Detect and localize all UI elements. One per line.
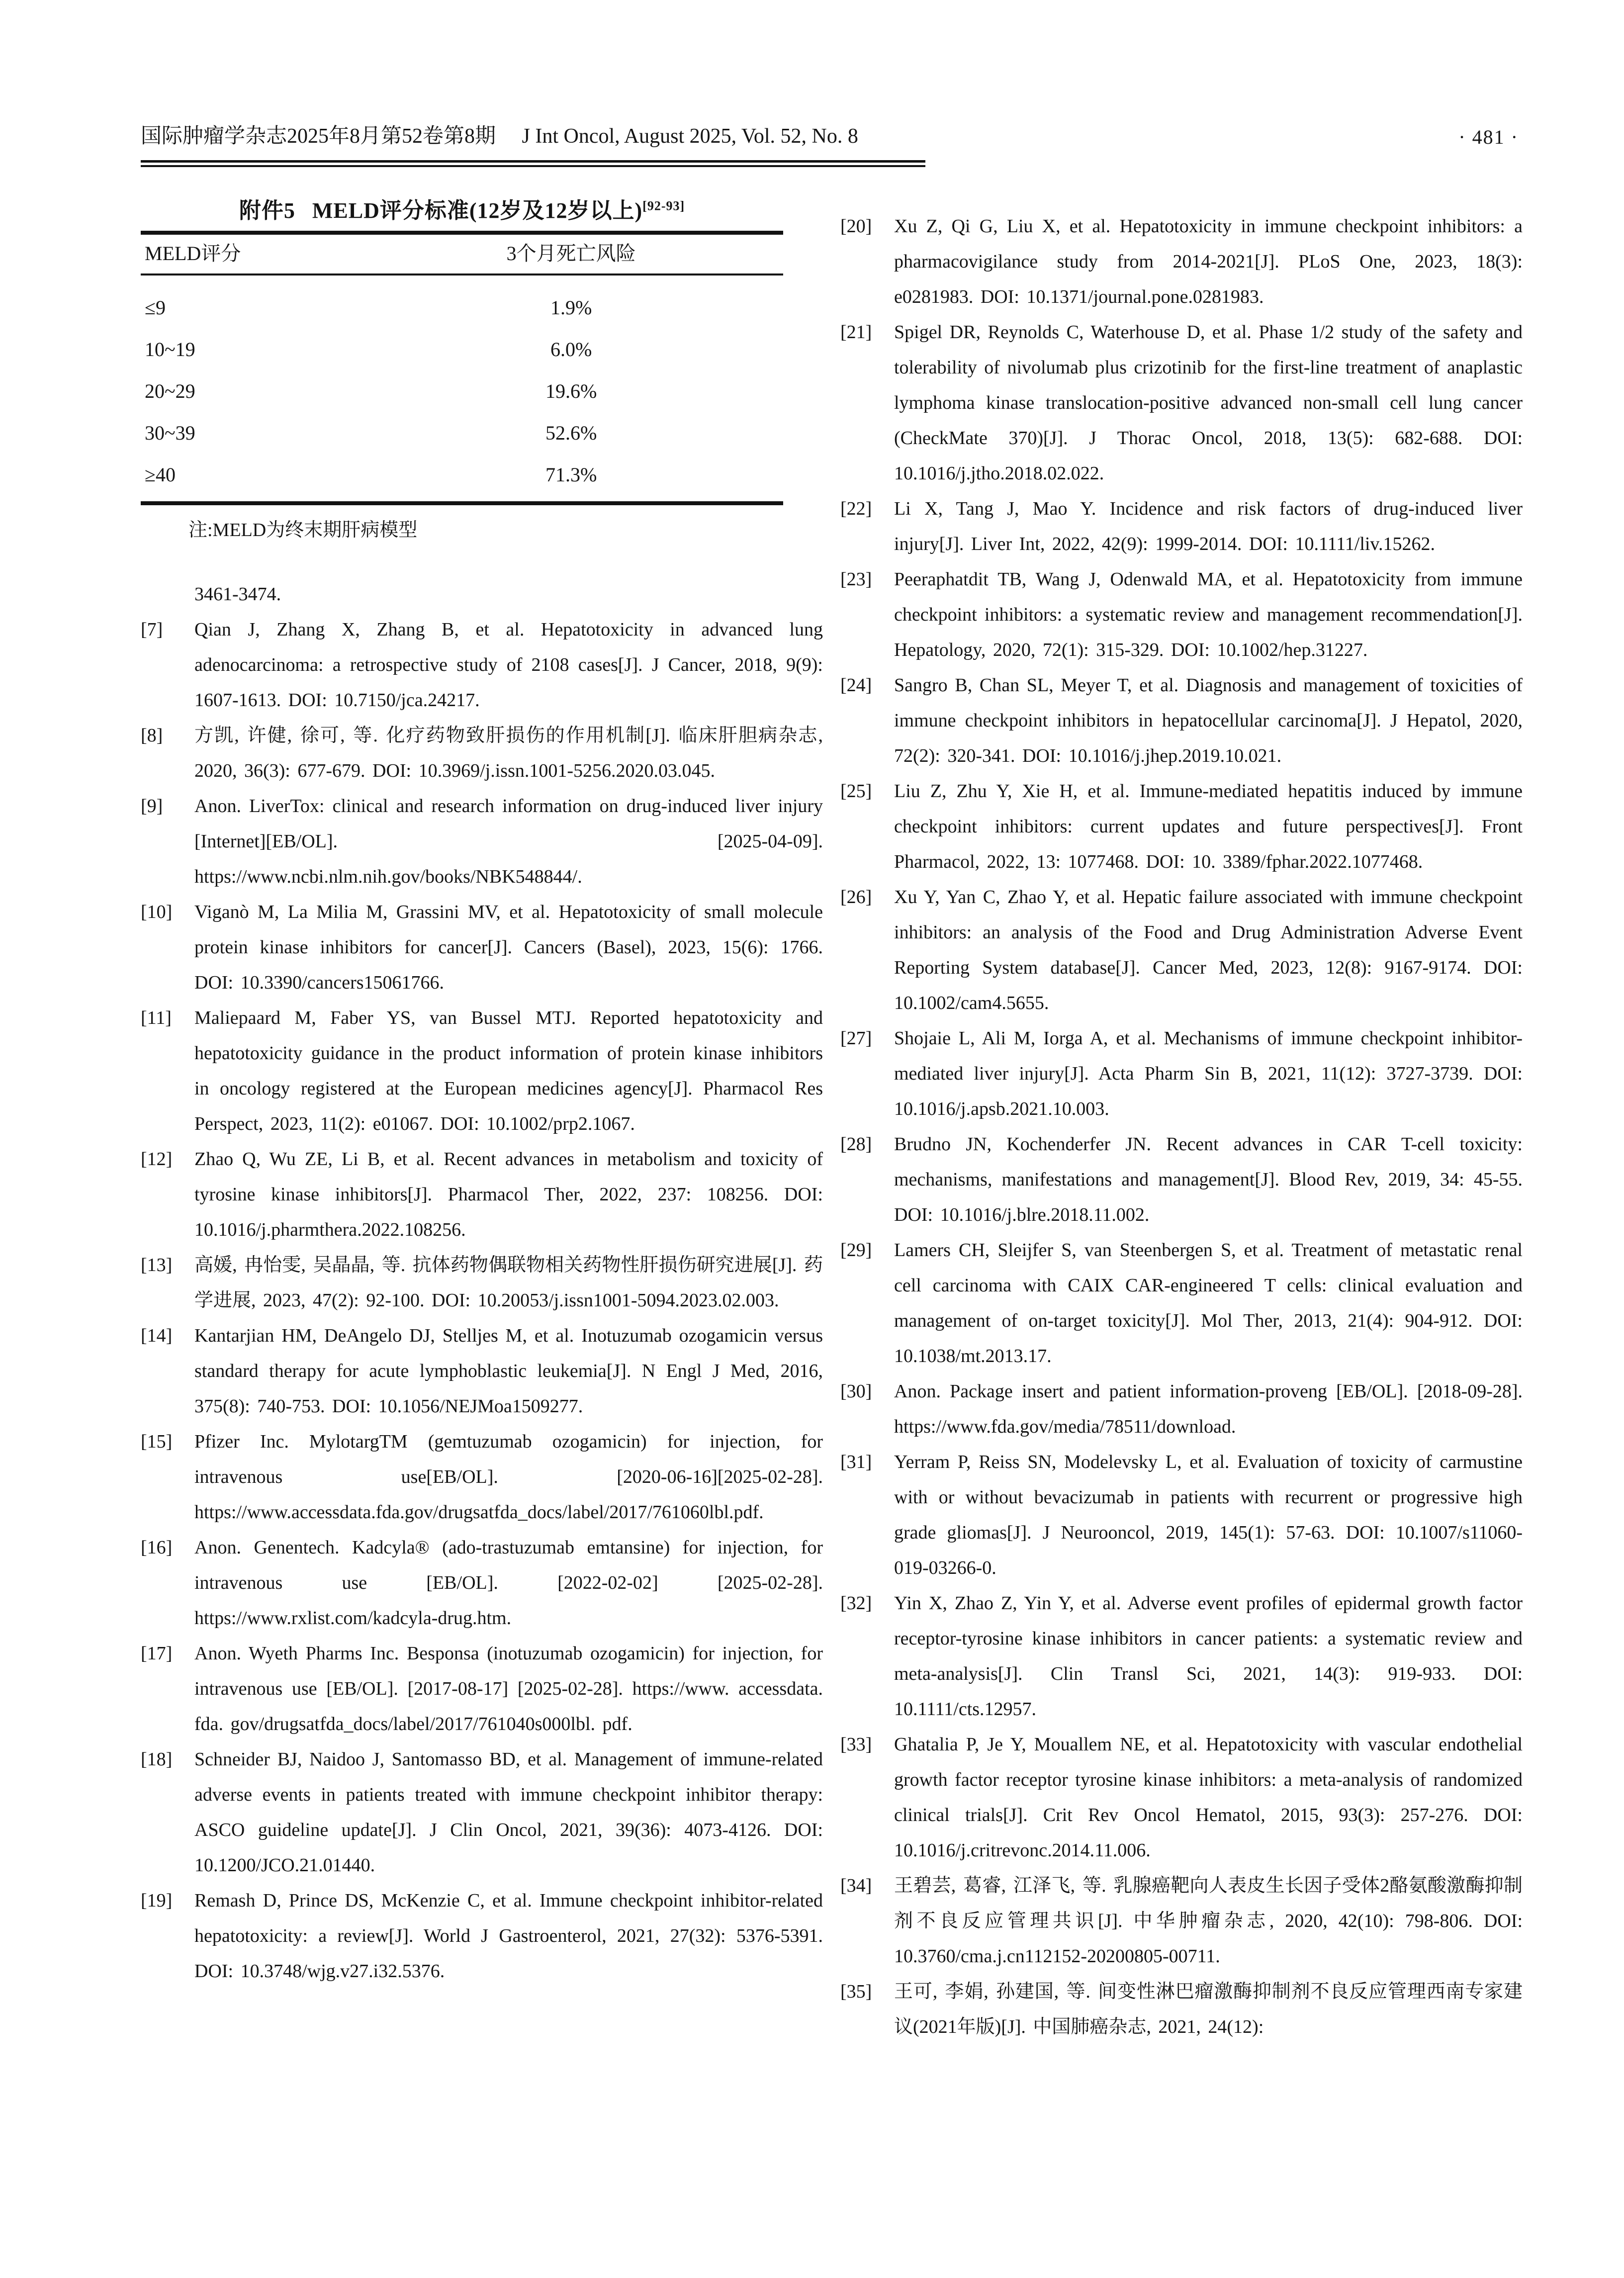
mortality-risk-cell: 6.0% bbox=[550, 338, 592, 361]
reference-number: [22] bbox=[840, 498, 872, 519]
reference-item bbox=[141, 1424, 823, 1530]
table-row bbox=[141, 370, 783, 412]
reference-item bbox=[141, 577, 823, 612]
meld-score-cell: 30~39 bbox=[145, 421, 195, 444]
reference-number: [14] bbox=[141, 1325, 173, 1346]
reference-number: [23] bbox=[840, 569, 872, 590]
reference-item bbox=[141, 1530, 823, 1636]
reference-text: Spigel DR, Reynolds C, Waterhouse D, et al. Phase 1/2 study of the safety and tolerability of nivolumab plus crizotinib for the first-line treatment of anaplastic lymphoma kinase translocation-positive advanced non-small cell lung cancer (CheckMate 370)[J]. J Thorac Oncol, 2018, 13(5): 682-688. DOI: 10.1016/j.jtho.2018.02.022. bbox=[894, 322, 1523, 484]
reference-item bbox=[141, 789, 823, 895]
reference-text: 高媛, 冉怡雯, 吴晶晶, 等. 抗体药物偶联物相关药物性肝损伤研究进展[J]. 药学进展, 2023, 47(2): 92-100. DOI: 10.20053/j.issn1001-5094.2023.02.003. bbox=[194, 1255, 823, 1311]
reference-item bbox=[840, 491, 1523, 562]
column-header-mortality-risk: 3个月死亡风险 bbox=[506, 242, 636, 265]
reference-number: [17] bbox=[141, 1643, 173, 1664]
reference-list-right bbox=[840, 209, 1523, 2045]
table-row bbox=[141, 454, 783, 495]
header-double-rule bbox=[141, 160, 925, 167]
reference-text: Zhao Q, Wu ZE, Li B, et al. Recent advances in metabolism and toxicity of tyrosine kinase inhibitors[J]. Pharmacol Ther, 2022, 237: 108256. DOI: 10.1016/j.pharmthera.2022.108256. bbox=[194, 1149, 823, 1240]
reference-number: [29] bbox=[840, 1240, 872, 1261]
column-header-meld-score: MELD评分 bbox=[145, 242, 241, 265]
meld-table bbox=[141, 231, 783, 505]
reference-text: Li X, Tang J, Mao Y. Incidence and risk factors of drug-induced liver injury[J]. Liver Int, 2022, 42(9): 1999-2014. DOI: 10.1111/liv.15262. bbox=[894, 498, 1523, 554]
reference-item bbox=[141, 1248, 823, 1318]
table-label: 附件5 bbox=[239, 198, 295, 223]
table-body bbox=[141, 275, 783, 501]
reference-number: [18] bbox=[141, 1749, 173, 1770]
reference-text: Peeraphatdit TB, Wang J, Odenwald MA, et al. Hepatotoxicity from immune checkpoint inhibitors: a systematic review and management recommendation[J]. Hepatology, 2020, 72(1): 315-329. DOI: 10.1002/hep.31227. bbox=[894, 569, 1523, 660]
reference-number: [20] bbox=[840, 216, 872, 237]
reference-number: [12] bbox=[141, 1149, 173, 1170]
reference-number: [25] bbox=[840, 781, 872, 802]
reference-text: 王可, 李娟, 孙建国, 等. 间变性淋巴瘤激酶抑制剂不良反应管理西南专家建议(2021年版)[J]. 中国肺癌杂志, 2021, 24(12): bbox=[894, 1981, 1523, 2037]
reference-item bbox=[840, 1233, 1523, 1374]
left-column bbox=[141, 199, 823, 1989]
reference-number: [30] bbox=[840, 1381, 872, 1402]
reference-item bbox=[141, 718, 823, 789]
reference-number: [28] bbox=[840, 1134, 872, 1155]
reference-item bbox=[840, 774, 1523, 880]
reference-item bbox=[141, 1883, 823, 1989]
reference-text: Xu Y, Yan C, Zhao Y, et al. Hepatic failure associated with immune checkpoint inhibitors: an analysis of the Food and Drug Administration Adverse Event Reporting System database[J]. Cancer Med, 2023, 12(8): 9167-9174. DOI: 10.1002/cam4.5655. bbox=[894, 887, 1523, 1013]
reference-item bbox=[840, 1374, 1523, 1445]
table-row bbox=[141, 412, 783, 454]
table-row bbox=[141, 286, 783, 328]
meld-score-cell: ≥40 bbox=[145, 463, 176, 486]
reference-item bbox=[141, 1142, 823, 1248]
reference-item bbox=[840, 1974, 1523, 2045]
reference-number: [27] bbox=[840, 1028, 872, 1049]
mortality-risk-cell: 1.9% bbox=[550, 296, 592, 319]
reference-text: Remash D, Prince DS, McKenzie C, et al. Immune checkpoint inhibitor-related hepatotoxicity: a review[J]. World J Gastroenterol, 2021, 27(32): 5376-5391. DOI: 10.3748/wjg.v27.i32.5376. bbox=[194, 1890, 823, 1982]
reference-number: [35] bbox=[840, 1981, 872, 2002]
reference-text: Ghatalia P, Je Y, Mouallem NE, et al. Hepatotoxicity with vascular endothelial growth factor receptor tyrosine kinase inhibitors: a meta-analysis of randomized clinical trials[J]. Crit Rev Oncol Hematol, 2015, 93(3): 257-276. DOI: 10.1016/j.critrevonc.2014.11.006. bbox=[894, 1734, 1523, 1861]
reference-item bbox=[840, 562, 1523, 668]
reference-text: Lamers CH, Sleijfer S, van Steenbergen S, et al. Treatment of metastatic renal cell carcinoma with CAIX CAR-engineered T cells: clinical evaluation and management of on-target toxicity[J]. Mol Ther, 2013, 21(4): 904-912. DOI: 10.1038/mt.2013.17. bbox=[894, 1240, 1523, 1367]
reference-text: Anon. Package insert and patient information-proveng [EB/OL]. [2018-09-28]. https://www.fda.gov/media/78511/download. bbox=[894, 1381, 1523, 1437]
reference-text: Maliepaard M, Faber YS, van Bussel MTJ. Reported hepatotoxicity and hepatotoxicity guidance in the product information of protein kinase inhibitors in oncology registered at the European medicines agency[J]. Pharmacol Res Perspect, 2023, 11(2): e01067. DOI: 10.1002/prp2.1067. bbox=[194, 1007, 823, 1134]
table-title-text: MELD评分标准(12岁及12岁以上) bbox=[312, 198, 643, 223]
reference-text: Schneider BJ, Naidoo J, Santomasso BD, et al. Management of immune-related adverse events in patients treated with immune checkpoint inhibitor therapy: ASCO guideline update[J]. J Clin Oncol, 2021, 39(36): 4073-4126. DOI: 10.1200/JCO.21.01440. bbox=[194, 1749, 823, 1876]
reference-text: Yin X, Zhao Z, Yin Y, et al. Adverse event profiles of epidermal growth factor receptor-tyrosine kinase inhibitors in cancer patients: a systematic review and meta-analysis[J]. Clin Transl Sci, 2021, 14(3): 919-933. DOI: 10.1111/cts.12957. bbox=[894, 1593, 1523, 1720]
reference-item bbox=[141, 1318, 823, 1424]
reference-number: [9] bbox=[141, 796, 163, 817]
meld-score-cell: 10~19 bbox=[145, 338, 195, 361]
reference-item bbox=[840, 1021, 1523, 1127]
reference-item bbox=[840, 1127, 1523, 1233]
table-title bbox=[141, 199, 783, 223]
reference-text: Viganò M, La Milia M, Grassini MV, et al. Hepatotoxicity of small molecule protein kinase inhibitors for cancer[J]. Cancers (Basel), 2023, 15(6): 1766. DOI: 10.3390/cancers15061766. bbox=[194, 902, 823, 993]
reference-item bbox=[141, 1742, 823, 1883]
reference-item bbox=[141, 1636, 823, 1742]
table-title-citation: [92-93] bbox=[642, 198, 685, 213]
reference-number: [32] bbox=[840, 1593, 872, 1614]
reference-item bbox=[840, 1868, 1523, 1974]
reference-item bbox=[840, 1445, 1523, 1586]
right-column bbox=[840, 209, 1523, 2045]
reference-text: Anon. Wyeth Pharms Inc. Besponsa (inotuzumab ozogamicin) for injection, for intravenous use [EB/OL]. [2017-08-17] [2025-02-28]. https://www. accessdata. fda. gov/drugsatfda_docs/label/2017/761040s000lbl. pdf. bbox=[194, 1643, 823, 1734]
reference-text: 王碧芸, 葛睿, 江泽飞, 等. 乳腺癌靶向人表皮生长因子受体2酪氨酸激酶抑制剂不良反应管理共识[J]. 中华肿瘤杂志, 2020, 42(10): 798-806. DOI: 10.3760/cma.j.cn112152-20200805-00711. bbox=[894, 1875, 1523, 1967]
table-note: 注:MELD为终末期肝病模型 bbox=[188, 520, 418, 541]
reference-text: Pfizer Inc. MylotargTM (gemtuzumab ozogamicin) for injection, for intravenous use[EB/OL]. [2020-06-16][2025-02-28]. https://www.accessdata.fda.gov/drugsatfda_docs/label/2017/761060lbl.pdf. bbox=[194, 1431, 823, 1523]
mortality-risk-cell: 19.6% bbox=[545, 379, 597, 402]
attachment-table-block bbox=[141, 199, 823, 542]
reference-number: [15] bbox=[141, 1431, 173, 1452]
reference-text: Sangro B, Chan SL, Meyer T, et al. Diagnosis and management of toxicities of immune checkpoint inhibitors in hepatocellular carcinoma[J]. J Hepatol, 2020, 72(2): 320-341. DOI: 10.1016/j.jhep.2019.10.021. bbox=[894, 675, 1523, 766]
reference-number: [34] bbox=[840, 1875, 872, 1896]
reference-number: [10] bbox=[141, 902, 173, 922]
reference-number: [11] bbox=[141, 1007, 172, 1028]
reference-text: 方凯, 许健, 徐可, 等. 化疗药物致肝损伤的作用机制[J]. 临床肝胆病杂志, 2020, 36(3): 677-679. DOI: 10.3969/j.issn.1001-5256.2020.03.045. bbox=[194, 725, 823, 781]
reference-number: [31] bbox=[840, 1452, 872, 1472]
journal-title-cn: 国际肿瘤学杂志2025年8月第52卷第8期 bbox=[141, 125, 496, 148]
reference-text: Shojaie L, Ali M, Iorga A, et al. Mechanisms of immune checkpoint inhibitor-mediated liver injury[J]. Acta Pharm Sin B, 2021, 11(12): 3727-3739. DOI: 10.1016/j.apsb.2021.10.003. bbox=[894, 1028, 1523, 1119]
reference-text: Yerram P, Reiss SN, Modelevsky L, et al. Evaluation of toxicity of carmustine with or without bevacizumab in patients with recurrent or progressive high grade gliomas[J]. J Neurooncol, 2019, 145(1): 57-63. DOI: 10.1007/s11060-019-03266-0. bbox=[894, 1452, 1523, 1578]
reference-text: Qian J, Zhang X, Zhang B, et al. Hepatotoxicity in advanced lung adenocarcinoma: a retrospective study of 2108 cases[J]. J Cancer, 2018, 9(9): 1607-1613. DOI: 10.7150/jca.24217. bbox=[194, 619, 823, 711]
reference-number: [26] bbox=[840, 887, 872, 908]
reference-item bbox=[840, 209, 1523, 315]
page-number: · 481 · bbox=[1458, 126, 1519, 148]
journal-title-en: J Int Oncol, August 2025, Vol. 52, No. 8 bbox=[522, 125, 858, 148]
reference-item bbox=[141, 895, 823, 1001]
reference-item bbox=[840, 1727, 1523, 1868]
meld-score-cell: ≤9 bbox=[145, 296, 166, 319]
reference-list-left bbox=[141, 577, 823, 1989]
reference-text: Xu Z, Qi G, Liu X, et al. Hepatotoxicity in immune checkpoint inhibitors: a pharmacovigilance study from 2014-2021[J]. PLoS One, 2023, 18(3): e0281983. DOI: 10.1371/journal.pone.0281983. bbox=[894, 216, 1523, 307]
reference-item bbox=[141, 1001, 823, 1142]
reference-text: 3461-3474. bbox=[194, 584, 281, 605]
reference-text: Liu Z, Zhu Y, Xie H, et al. Immune-mediated hepatitis induced by immune checkpoint inhibitors: current updates and future perspectives[J]. Front Pharmacol, 2022, 13: 1077468. DOI: 10. 3389/fphar.2022.1077468. bbox=[894, 781, 1523, 872]
table-header-row bbox=[141, 235, 783, 275]
reference-number: [33] bbox=[840, 1734, 872, 1755]
reference-item bbox=[840, 1586, 1523, 1727]
reference-text: Anon. LiverTox: clinical and research information on drug-induced liver injury [Internet][EB/OL]. [2025-04-09]. https://www.ncbi.nlm.nih.gov/books/NBK548844/. bbox=[194, 796, 823, 887]
reference-number: [7] bbox=[141, 619, 163, 640]
reference-text: Anon. Genentech. Kadcyla® (ado-trastuzumab emtansine) for injection, for intravenous use [EB/OL]. [2022-02-02] [2025-02-28]. https://www.rxlist.com/kadcyla-drug.htm. bbox=[194, 1537, 823, 1629]
table-row bbox=[141, 328, 783, 370]
mortality-risk-cell: 71.3% bbox=[545, 463, 597, 486]
reference-text: Brudno JN, Kochenderfer JN. Recent advances in CAR T-cell toxicity: mechanisms, manifestations and management[J]. Blood Rev, 2019, 34: 45-55. DOI: 10.1016/j.blre.2018.11.002. bbox=[894, 1134, 1523, 1225]
reference-number: [21] bbox=[840, 322, 872, 343]
reference-number: [16] bbox=[141, 1537, 173, 1558]
page-header bbox=[141, 123, 858, 149]
reference-number: [8] bbox=[141, 725, 163, 746]
reference-number: [24] bbox=[840, 675, 872, 696]
reference-item bbox=[840, 668, 1523, 774]
mortality-risk-cell: 52.6% bbox=[545, 421, 597, 444]
reference-number: [19] bbox=[141, 1890, 173, 1911]
meld-score-cell: 20~29 bbox=[145, 379, 195, 402]
reference-item bbox=[840, 880, 1523, 1021]
reference-number: [13] bbox=[141, 1255, 173, 1276]
reference-text: Kantarjian HM, DeAngelo DJ, Stelljes M, et al. Inotuzumab ozogamicin versus standard therapy for acute lymphoblastic leukemia[J]. N Engl J Med, 2016, 375(8): 740-753. DOI: 10.1056/NEJMoa1509277. bbox=[194, 1325, 823, 1417]
reference-item bbox=[840, 315, 1523, 491]
reference-item bbox=[141, 612, 823, 718]
